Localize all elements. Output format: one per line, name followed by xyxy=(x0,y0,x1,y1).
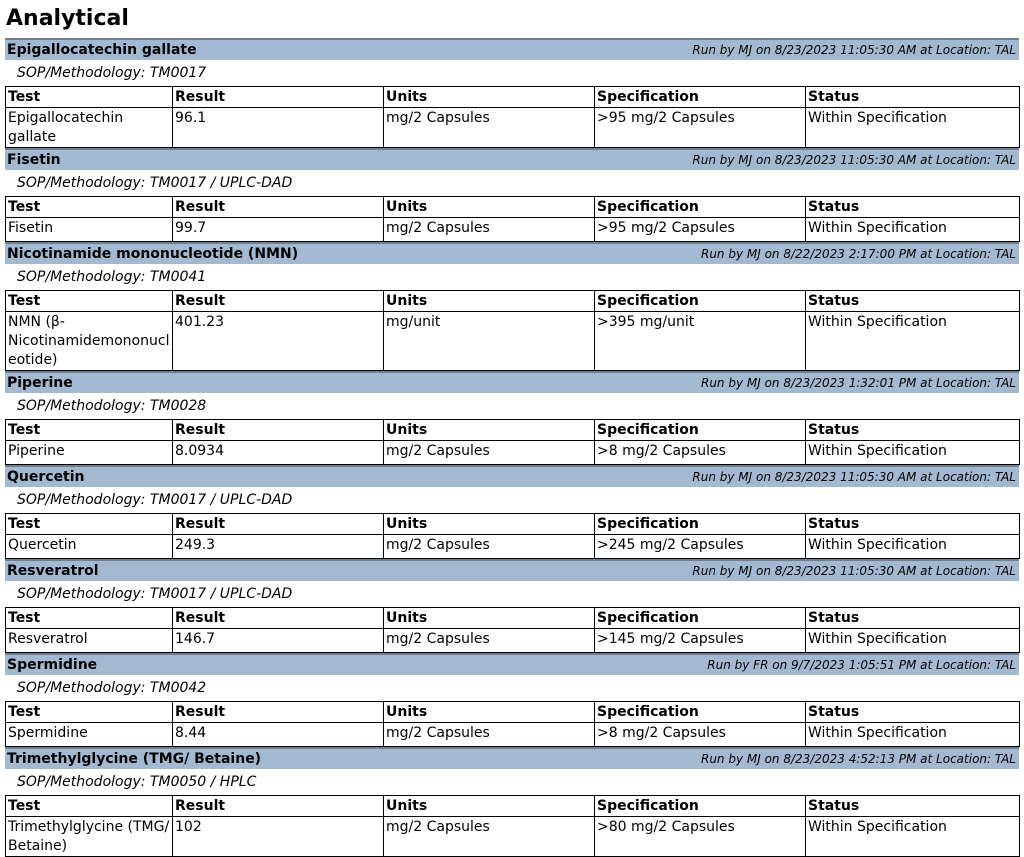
table-header-row xyxy=(6,87,1020,108)
sop-methodology: SOP/Methodology: TM0017 xyxy=(17,65,207,81)
result-table xyxy=(5,86,1020,148)
column-header-test: Test xyxy=(6,87,173,108)
cell-test: NMN (β-Nicotinamidemononucleotide) xyxy=(6,312,173,371)
table-header-row xyxy=(6,514,1020,535)
cell-units: mg/2 Capsules xyxy=(384,108,595,148)
run-info: Run by MJ on 8/23/2023 11:05:30 AM at Location: TAL xyxy=(692,470,1016,484)
sop-methodology: SOP/Methodology: TM0041 xyxy=(17,269,207,285)
column-header-test: Test xyxy=(6,197,173,218)
cell-status: Within Specification xyxy=(806,723,1020,747)
table-header-row xyxy=(6,197,1020,218)
cell-test: Fisetin xyxy=(6,218,173,242)
cell-units: mg/2 Capsules xyxy=(384,723,595,747)
column-header-specification: Specification xyxy=(595,608,806,629)
sop-methodology: SOP/Methodology: TM0017 / UPLC-DAD xyxy=(17,492,293,508)
analyte-header xyxy=(5,653,1019,675)
cell-result: 99.7 xyxy=(173,218,384,242)
column-header-test: Test xyxy=(6,608,173,629)
cell-specification: >95 mg/2 Capsules xyxy=(595,218,806,242)
page-title: Analytical xyxy=(6,6,129,31)
column-header-test: Test xyxy=(6,420,173,441)
cell-test: Piperine xyxy=(6,441,173,465)
sop-methodology: SOP/Methodology: TM0028 xyxy=(17,398,207,414)
cell-specification: >395 mg/unit xyxy=(595,312,806,371)
cell-status: Within Specification xyxy=(806,817,1020,857)
result-table xyxy=(5,607,1020,653)
cell-result: 102 xyxy=(173,817,384,857)
column-header-units: Units xyxy=(384,514,595,535)
cell-result: 8.44 xyxy=(173,723,384,747)
analyte-name: Quercetin xyxy=(7,469,85,485)
column-header-specification: Specification xyxy=(595,197,806,218)
column-header-specification: Specification xyxy=(595,420,806,441)
result-table xyxy=(5,196,1020,242)
cell-test: Quercetin xyxy=(6,535,173,559)
cell-test: Trimethylglycine (TMG/ Betaine) xyxy=(6,817,173,857)
analyte-header xyxy=(5,38,1019,60)
analytical-sections xyxy=(5,38,1019,857)
analyte-section xyxy=(5,38,1019,148)
analyte-section xyxy=(5,242,1019,371)
cell-status: Within Specification xyxy=(806,108,1020,148)
column-header-units: Units xyxy=(384,197,595,218)
cell-specification: >80 mg/2 Capsules xyxy=(595,817,806,857)
analyte-name: Nicotinamide mononucleotide (NMN) xyxy=(7,246,299,262)
analyte-section xyxy=(5,148,1019,242)
analyte-header xyxy=(5,148,1019,170)
column-header-status: Status xyxy=(806,197,1020,218)
run-info: Run by MJ on 8/23/2023 4:52:13 PM at Location: TAL xyxy=(700,752,1016,766)
column-header-units: Units xyxy=(384,608,595,629)
table-row xyxy=(6,441,1020,465)
analyte-name: Epigallocatechin gallate xyxy=(7,42,197,58)
analyte-name: Fisetin xyxy=(7,152,61,168)
column-header-result: Result xyxy=(173,796,384,817)
cell-status: Within Specification xyxy=(806,629,1020,653)
cell-status: Within Specification xyxy=(806,441,1020,465)
cell-status: Within Specification xyxy=(806,218,1020,242)
analyte-header xyxy=(5,371,1019,393)
analyte-header xyxy=(5,465,1019,487)
column-header-result: Result xyxy=(173,514,384,535)
column-header-test: Test xyxy=(6,514,173,535)
column-header-units: Units xyxy=(384,420,595,441)
column-header-result: Result xyxy=(173,291,384,312)
column-header-status: Status xyxy=(806,702,1020,723)
column-header-result: Result xyxy=(173,702,384,723)
column-header-units: Units xyxy=(384,87,595,108)
cell-result: 401.23 xyxy=(173,312,384,371)
column-header-specification: Specification xyxy=(595,702,806,723)
table-header-row xyxy=(6,702,1020,723)
analyte-name: Piperine xyxy=(7,375,73,391)
result-table xyxy=(5,513,1020,559)
column-header-status: Status xyxy=(806,291,1020,312)
run-info: Run by FR on 9/7/2023 1:05:51 PM at Location: TAL xyxy=(707,658,1016,672)
column-header-specification: Specification xyxy=(595,796,806,817)
result-table xyxy=(5,701,1020,747)
column-header-test: Test xyxy=(6,291,173,312)
column-header-result: Result xyxy=(173,420,384,441)
cell-specification: >245 mg/2 Capsules xyxy=(595,535,806,559)
cell-units: mg/2 Capsules xyxy=(384,535,595,559)
run-info: Run by MJ on 8/23/2023 11:05:30 AM at Location: TAL xyxy=(692,564,1016,578)
cell-test: Resveratrol xyxy=(6,629,173,653)
sop-methodology: SOP/Methodology: TM0017 / UPLC-DAD xyxy=(17,175,293,191)
table-header-row xyxy=(6,796,1020,817)
column-header-test: Test xyxy=(6,796,173,817)
analyte-name: Spermidine xyxy=(7,657,98,673)
cell-status: Within Specification xyxy=(806,535,1020,559)
column-header-specification: Specification xyxy=(595,87,806,108)
column-header-result: Result xyxy=(173,87,384,108)
table-header-row xyxy=(6,420,1020,441)
column-header-units: Units xyxy=(384,702,595,723)
table-row xyxy=(6,817,1020,857)
run-info: Run by MJ on 8/22/2023 2:17:00 PM at Location: TAL xyxy=(700,247,1016,261)
table-row xyxy=(6,629,1020,653)
cell-result: 146.7 xyxy=(173,629,384,653)
table-row xyxy=(6,312,1020,371)
cell-result: 96.1 xyxy=(173,108,384,148)
column-header-test: Test xyxy=(6,702,173,723)
analyte-header xyxy=(5,242,1019,264)
cell-units: mg/unit xyxy=(384,312,595,371)
sop-methodology: SOP/Methodology: TM0042 xyxy=(17,680,207,696)
analyte-name: Trimethylglycine (TMG/ Betaine) xyxy=(7,751,262,767)
result-table xyxy=(5,795,1020,857)
cell-test: Epigallocatechin gallate xyxy=(6,108,173,148)
result-table xyxy=(5,290,1020,371)
column-header-specification: Specification xyxy=(595,514,806,535)
cell-units: mg/2 Capsules xyxy=(384,441,595,465)
cell-status: Within Specification xyxy=(806,312,1020,371)
table-header-row xyxy=(6,291,1020,312)
table-row xyxy=(6,218,1020,242)
analyte-section xyxy=(5,747,1019,857)
column-header-status: Status xyxy=(806,87,1020,108)
cell-result: 8.0934 xyxy=(173,441,384,465)
analyte-name: Resveratrol xyxy=(7,563,99,579)
run-info: Run by MJ on 8/23/2023 11:05:30 AM at Location: TAL xyxy=(692,153,1016,167)
analyte-section xyxy=(5,559,1019,653)
cell-units: mg/2 Capsules xyxy=(384,629,595,653)
cell-specification: >8 mg/2 Capsules xyxy=(595,723,806,747)
table-row xyxy=(6,723,1020,747)
cell-result: 249.3 xyxy=(173,535,384,559)
run-info: Run by MJ on 8/23/2023 11:05:30 AM at Location: TAL xyxy=(692,43,1016,57)
analyte-section xyxy=(5,653,1019,747)
analyte-section xyxy=(5,371,1019,465)
column-header-specification: Specification xyxy=(595,291,806,312)
analyte-section xyxy=(5,465,1019,559)
column-header-units: Units xyxy=(384,796,595,817)
column-header-result: Result xyxy=(173,608,384,629)
analyte-header xyxy=(5,747,1019,769)
cell-specification: >8 mg/2 Capsules xyxy=(595,441,806,465)
cell-test: Spermidine xyxy=(6,723,173,747)
table-row xyxy=(6,108,1020,148)
run-info: Run by MJ on 8/23/2023 1:32:01 PM at Location: TAL xyxy=(700,376,1016,390)
result-table xyxy=(5,419,1020,465)
column-header-status: Status xyxy=(806,514,1020,535)
sop-methodology: SOP/Methodology: TM0050 / HPLC xyxy=(17,774,257,790)
column-header-status: Status xyxy=(806,796,1020,817)
sop-methodology: SOP/Methodology: TM0017 / UPLC-DAD xyxy=(17,586,293,602)
cell-units: mg/2 Capsules xyxy=(384,817,595,857)
column-header-status: Status xyxy=(806,608,1020,629)
table-header-row xyxy=(6,608,1020,629)
cell-specification: >95 mg/2 Capsules xyxy=(595,108,806,148)
cell-units: mg/2 Capsules xyxy=(384,218,595,242)
column-header-status: Status xyxy=(806,420,1020,441)
cell-specification: >145 mg/2 Capsules xyxy=(595,629,806,653)
analyte-header xyxy=(5,559,1019,581)
column-header-units: Units xyxy=(384,291,595,312)
table-row xyxy=(6,535,1020,559)
column-header-result: Result xyxy=(173,197,384,218)
